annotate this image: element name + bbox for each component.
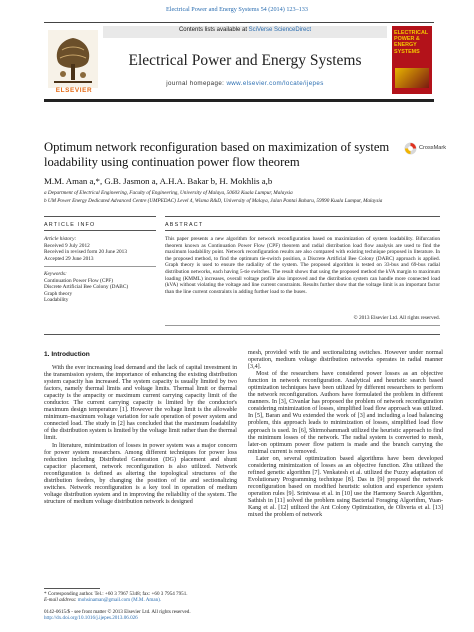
received-date: Received 9 July 2012 xyxy=(44,242,90,249)
author-list: M.M. Aman a,*, G.B. Jasmon a, A.H.A. Bakar b, H. Mokhlis a,b xyxy=(44,176,273,186)
publication-info xyxy=(44,609,244,622)
keywords-label: Keywords: xyxy=(44,271,67,277)
divider xyxy=(165,216,440,217)
divider xyxy=(44,216,156,217)
article-info-heading: ARTICLE INFO xyxy=(44,222,96,228)
journal-name: Electrical Power and Energy Systems xyxy=(128,52,362,69)
corresponding-author: * Corresponding author. Tel.: +60 3 7967 5348; fax: +60 3 7954 7951. xyxy=(44,591,188,597)
paragraph: With the ever increasing load demand and the lack of capital investment in the transmission system, the importance of enhancing the existing distribution system capacity has increased. The system capacity is usually limited by two factors, namely thermal limits and voltage limits. Thermal limit or thermal capacity is the ampacity or maximum current carrying capacity limit of the conductor. The current carrying capacity is limited by the conductor's maximum design temperature [1]. However the voltage limit is the allowable minimum–maximum voltage variation for safe operation of power system and connected load. The study in [2] has concluded that the maximum loadability of the distribution system is limited by the voltage limit rather than the thermal limit. xyxy=(44,365,237,442)
keyword-item: Graph theory xyxy=(44,290,73,297)
sciencedirect-link[interactable]: SciVerse ScienceDirect xyxy=(248,27,312,33)
contents-line xyxy=(103,27,387,33)
elsevier-tree-logo xyxy=(48,30,98,88)
paragraph: mesh, provided with tie and sectionalizing switches. However under normal operation, medium voltage distribution networks operates in radial manner [3,4]. xyxy=(248,350,443,371)
journal-reference[interactable]: Electrical Power and Energy Systems 54 (2014) 123–133 xyxy=(166,6,308,13)
divider xyxy=(165,325,440,326)
keyword-item: Continuation Power Flow (CPF) xyxy=(44,277,114,284)
article-title: Optimum network reconfiguration based on maximization of system loadability using continuation power flow theorem xyxy=(44,140,390,169)
article-history xyxy=(44,236,156,262)
cover-image xyxy=(395,68,429,88)
history-label: Article history: xyxy=(44,236,77,242)
crossmark-label: CrossMark xyxy=(419,145,447,151)
abstract-body: This paper presents a new algorithm for network reconfiguration based on maximization of system loadability. Bifurcation theorem known as Continuation Power Flow (CPF) theorem and radial distribution load flow analysis are used to find the maximum loadability point. Network reconfiguration results are also compared with existing technique proposed in literature. In the proposed method, to find the optimum tie-switch position, a Discrete Artificial Bee Colony (DABC) approach is applied. Graph theory is used to ensure the radiality of the system. The proposed algorithm is tested on 33-bus and 69-bus radial distribution networks, each having 5-tie switches. The result shows that using the proposed method the kVA margin to maximum loading (KMML) increases, overall voltage profile also improved and the distribution system can handle more connected load (kVA) without violating the voltage and line current constraints. Results further show that the voltage limit is an important factor than the line current constraints in adding further load to the buses. xyxy=(165,236,440,295)
keyword-item: Loadability xyxy=(44,297,69,304)
revised-date: Received in revised form 20 June 2013 xyxy=(44,249,127,256)
body-column-left xyxy=(44,365,237,506)
keyword-item: Discrete Artificial Bee Colony (DABC) xyxy=(44,284,129,291)
homepage-prefix: journal homepage: xyxy=(166,80,227,87)
paragraph: Most of the researchers have considered power losses as an objective function in network reconfiguration. Analytical and heuristic search based optimization techniques have been utilized by different researchers to perform the network reconfiguration. Authors have formulated the problem in different manners. In [3], Civanlar has proposed the problem of network reconfiguration considering minimization of losses, simplified load flow approach was utilized. In [5], Baran and Wu extended the work of [3] and including a load balancing problem, this approach leads to minimization of losses, simplified load flow approach is used. In [6], Shirmohammadi utilized the heuristic approach to find the minimum losses of the network. The radial system is converted to mesh, later-on optimum power flow pattern is made and the branch carrying the minimal current is removed. xyxy=(248,371,443,455)
copyright-notice: © 2013 Elsevier Ltd. All rights reserved. xyxy=(353,315,440,321)
footnote-divider xyxy=(44,588,100,589)
email-label: E-mail address: xyxy=(44,597,78,604)
homepage-link[interactable]: www.elsevier.com/locate/ijepes xyxy=(226,80,324,87)
accepted-date: Accepted 29 June 2013 xyxy=(44,255,94,262)
affiliation-1: a Department of Electrical Engineering, Faculty of Engineering, University of Malaya, 50603 Kuala Lumpur, Malaysia xyxy=(44,190,293,196)
body-column-right xyxy=(248,350,443,519)
footnote xyxy=(44,591,244,604)
crossmark-badge[interactable] xyxy=(404,142,447,156)
divider xyxy=(44,334,440,335)
paragraph: Later on, several optimization based algorithms have been developed considering minimization of losses as an objective function. Zhu utilized the refined genetic algorithm [7]. Venkatesh et al. utilized the Fuzzy adaptation of Evolutionary Programming technique [8]. Das in [9] proposed the network reconfiguration based on modified heuristic solution and experience system operation rules [9]. Srinivasa et al. in [10] use the Harmony Search Algorithm, Sathish in [11] solved the problem using Bacterial Foraging Algorithm, Yuan-Kang et al. [12] utilized the Ant Colony Optimization, de Oliveria et al. [13] mixed the problem of network xyxy=(248,455,443,519)
journal-homepage xyxy=(103,80,387,87)
keywords xyxy=(44,271,156,304)
abstract-heading: ABSTRACT xyxy=(165,222,204,228)
contents-prefix: Contents lists available at xyxy=(178,27,249,33)
affiliation-2: b UM Power Energy Dedicated Advanced Centre (UMPEDAC) Level 4, Wisma R&D, University of Malaya, Jalan Pantai Baharu, 59990 Kuala Lumpur, Malaysia xyxy=(44,198,383,204)
journal-cover-thumbnail[interactable] xyxy=(392,26,432,94)
cover-title: ELECTRICAL POWER & ENERGY SYSTEMS xyxy=(394,30,429,55)
divider xyxy=(44,266,156,267)
divider xyxy=(165,230,440,231)
email-link[interactable]: mohsinaman@gmail.com (M.M. Aman). xyxy=(77,597,162,604)
crossmark-icon xyxy=(404,142,417,155)
introduction-heading: 1. Introduction xyxy=(44,351,90,358)
doi-link[interactable]: http://dx.doi.org/10.1016/j.ijepes.2013.06.026 xyxy=(44,615,138,622)
paragraph: In literature, minimization of losses in power system was a major concern for power system researchers. Among different techniques for power loss reduction including Distributed Generation (DG) placement and shunt capacitor placement, network reconfiguration is also utilized. Network reconfiguration is defined as altering the topological structures of the distribution feeders, by changing the position of tie and sectionalizing switches. Network reconfiguration is a key tool in operation of medium voltage distribution system and in improving the reliability of the system. The structure of medium voltage distribution network is designed xyxy=(44,442,237,505)
email-line xyxy=(44,597,244,603)
divider xyxy=(44,230,156,231)
publisher-name: ELSEVIER xyxy=(55,87,93,94)
issn-line: 0142-0615/$ - see front matter © 2013 Elsevier Ltd. All rights reserved. xyxy=(44,609,191,615)
